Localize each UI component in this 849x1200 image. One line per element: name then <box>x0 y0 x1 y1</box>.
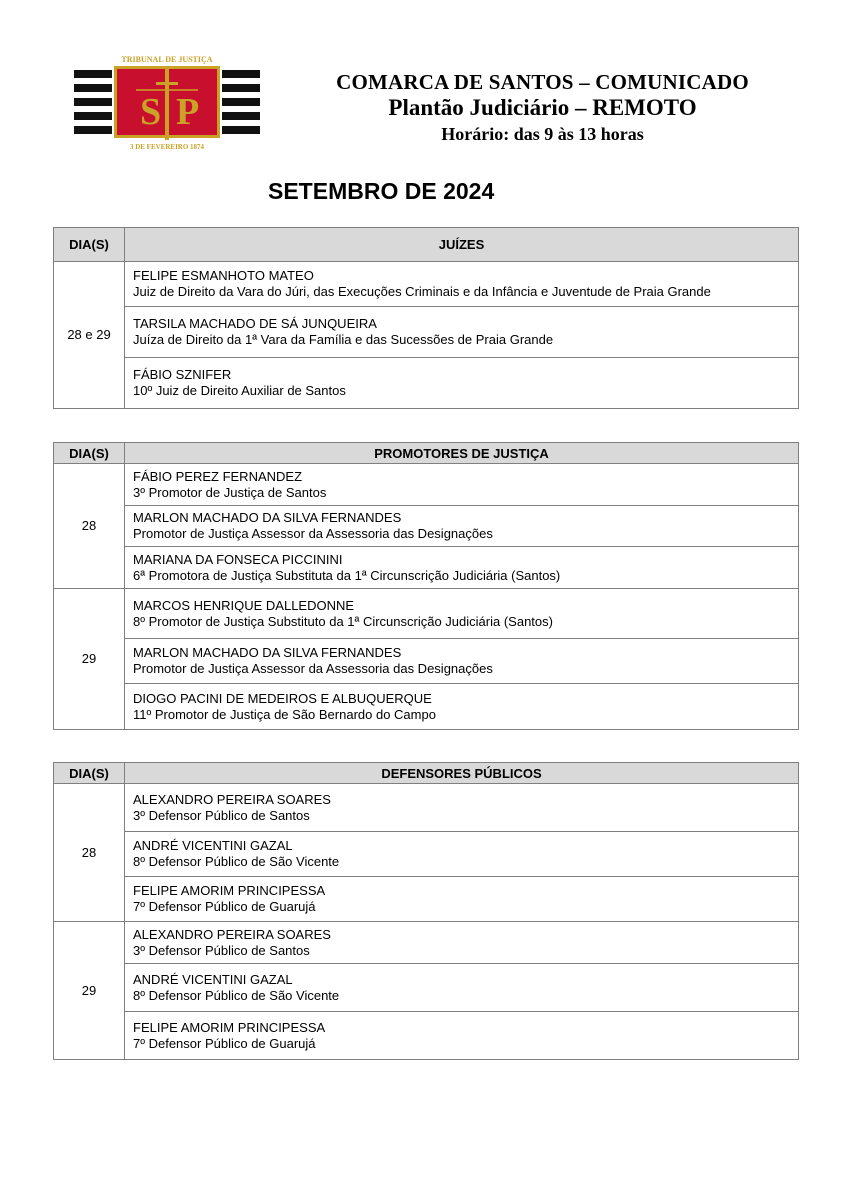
defenders-table <box>53 762 799 1060</box>
person-name: TARSILA MACHADO DE SÁ JUNQUEIRA <box>133 316 377 331</box>
person-name: ANDRÉ VICENTINI GAZAL <box>133 971 293 987</box>
person-name: ALEXANDRO PEREIRA SOARES <box>133 791 331 807</box>
judges-header: JUÍZES <box>125 228 799 262</box>
person-name: MARCOS HENRIQUE DALLEDONNE <box>133 597 355 613</box>
header <box>300 70 785 146</box>
day-cell: 29 <box>54 589 125 730</box>
person-cell <box>125 877 799 922</box>
logo-top-text: TRIBUNAL DE JUSTIÇA <box>121 55 213 64</box>
person-role: Juiz de Direito da Vara do Júri, das Execuções Criminais e da Infância e Juventude de Praia Grande <box>133 284 711 299</box>
person-cell <box>125 784 799 832</box>
person-cell <box>125 589 799 639</box>
person-cell <box>125 262 799 307</box>
header-plantao: Plantão Judiciário – REMOTO <box>388 95 697 120</box>
header-comarca: COMARCA DE SANTOS – COMUNICADO <box>336 70 749 94</box>
person-role: 3º Defensor Público de Santos <box>133 807 310 823</box>
day-column-header: DIA(S) <box>54 443 125 464</box>
person-role: 3º Defensor Público de Santos <box>133 942 310 958</box>
day-cell: 28 e 29 <box>54 262 125 409</box>
person-role: 8º Defensor Público de São Vicente <box>133 854 340 869</box>
person-cell <box>125 506 799 547</box>
logo-letter-s: S <box>140 91 162 133</box>
judges-table <box>53 227 799 409</box>
person-role: Promotor de Justiça Assessor da Assessoria das Designações <box>133 661 493 676</box>
person-name: MARIANA DA FONSECA PICCININI <box>133 551 343 567</box>
day-column-header: DIA(S) <box>54 763 125 784</box>
person-role: 11º Promotor de Justiça de São Bernardo do Campo <box>133 706 436 722</box>
prosecutors-header: PROMOTORES DE JUSTIÇA <box>125 443 799 464</box>
tjsp-logo <box>74 52 260 152</box>
person-cell <box>125 464 799 506</box>
person-name: MARLON MACHADO DA SILVA FERNANDES <box>133 645 402 660</box>
month-title: SETEMBRO DE 2024 <box>268 178 495 204</box>
person-role: 8º Defensor Público de São Vicente <box>133 987 340 1003</box>
person-cell <box>125 639 799 684</box>
person-role: Juíza de Direito da 1ª Vara da Família e das Sucessões de Praia Grande <box>133 332 554 347</box>
person-cell <box>125 1012 799 1060</box>
person-role: 7º Defensor Público de Guarujá <box>133 899 316 914</box>
person-role: Promotor de Justiça Assessor da Assessoria das Designações <box>133 526 493 541</box>
person-role: 8º Promotor de Justiça Substituto da 1ª Circunscrição Judiciária (Santos) <box>133 613 553 629</box>
person-name: FELIPE AMORIM PRINCIPESSA <box>133 1019 326 1035</box>
person-cell <box>125 832 799 877</box>
day-cell: 29 <box>54 922 125 1060</box>
person-cell <box>125 684 799 730</box>
person-role: 7º Defensor Público de Guarujá <box>133 1035 316 1051</box>
person-cell <box>125 922 799 964</box>
person-role: 10º Juiz de Direito Auxiliar de Santos <box>133 383 346 398</box>
logo-bottom-text: 3 DE FEVEREIRO 1874 <box>129 143 205 151</box>
person-cell <box>125 547 799 589</box>
person-name: FÁBIO PEREZ FERNANDEZ <box>133 468 303 484</box>
person-name: FELIPE ESMANHOTO MATEO <box>133 268 314 283</box>
person-cell <box>125 307 799 358</box>
person-name: MARLON MACHADO DA SILVA FERNANDES <box>133 510 402 525</box>
person-role: 6ª Promotora de Justiça Substituta da 1ª Circunscrição Judiciária (Santos) <box>133 567 561 583</box>
defenders-header: DEFENSORES PÚBLICOS <box>125 763 799 784</box>
person-name: ANDRÉ VICENTINI GAZAL <box>133 838 293 853</box>
logo-letter-p: P <box>176 91 200 133</box>
day-cell: 28 <box>54 464 125 589</box>
person-name: FÁBIO SZNIFER <box>133 367 232 382</box>
person-role: 3º Promotor de Justiça de Santos <box>133 484 327 500</box>
person-name: FELIPE AMORIM PRINCIPESSA <box>133 883 326 898</box>
person-name: DIOGO PACINI DE MEDEIROS E ALBUQUERQUE <box>133 690 432 706</box>
prosecutors-table <box>53 442 799 730</box>
day-column-header: DIA(S) <box>54 228 125 262</box>
header-horario: Horário: das 9 às 13 horas <box>441 124 644 144</box>
person-cell <box>125 964 799 1012</box>
person-name: ALEXANDRO PEREIRA SOARES <box>133 926 331 942</box>
day-cell: 28 <box>54 784 125 922</box>
person-cell <box>125 358 799 409</box>
